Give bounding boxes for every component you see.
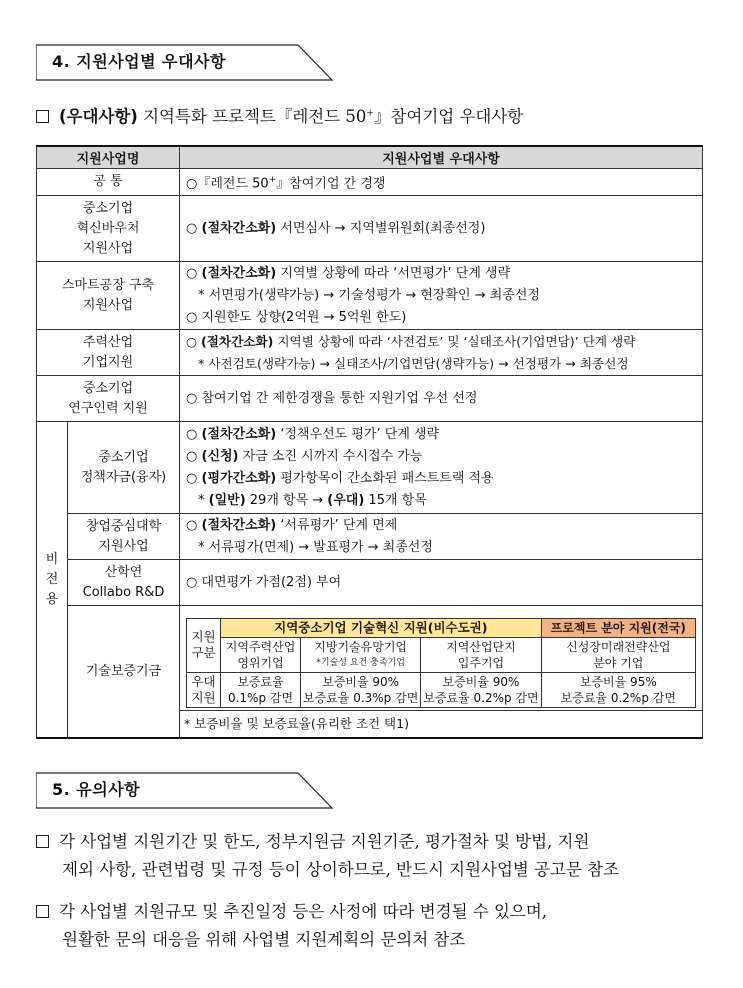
- benefit-cell: 보증비율 95% 보증료율 0.2%p 감면: [541, 672, 695, 707]
- section-5-header: [36, 772, 336, 808]
- table-row: [37, 196, 703, 262]
- guarantee-inner-table: [186, 618, 696, 708]
- table-row-common: [37, 169, 703, 196]
- side-label-exclusive: 비 전 용: [37, 422, 68, 738]
- guarantee-detail: [180, 606, 703, 738]
- note-paragraph-2: 각 사업별 지원규모 및 추진일정 등은 사정에 따라 변경될 수 있으며, 원활한 문의 대응을 위해 사업별 지원계획의 문의처 참조: [36, 898, 716, 954]
- benefit-cell: 보증료율 0.1%p 감면: [221, 672, 301, 707]
- preference-text: ○ (절차간소화) 지역별 상황에 따라 ‘사전검토’ 및 ‘실태조사(기업면담)’ 단계 생략 * 사전검토(생략가능) → 실태조사/기업면담(생략가능) → 선정평가 → 최종선정: [180, 330, 703, 376]
- table-row: [37, 606, 703, 738]
- preference-text: ○ (절차간소화) 지역별 상황에 따라 ‘서면평가’ 단계 생략 * 서면평가(생략가능) → 기술성평가 → 현장확인 → 최종선정 ○ 지원한도 상향(2억원 → 5억원 한도): [180, 262, 703, 330]
- regional-support-header: 지역중소기업 기술혁신 지원(비수도권): [221, 618, 542, 637]
- header-preference: 지원사업별 우대사항: [180, 146, 703, 169]
- preference-text: ○ (절차간소화) 서면심사 → 지역별위원회(최종선정): [180, 196, 703, 262]
- category-cell: 지역주력산업 영위기업: [221, 637, 301, 672]
- category-cell: 신성장미래전략산업 분야 기업: [541, 637, 695, 672]
- heading-pre: 지역특화 프로젝트『레전드 50: [137, 107, 367, 126]
- preference-table: [36, 145, 703, 739]
- category-cell: 지역산업단지 입주기업: [421, 637, 541, 672]
- row-label-benefit: 우대 지원: [187, 672, 221, 707]
- program-name: 중소기업 연구인력 지원: [37, 376, 180, 422]
- table-row: [37, 262, 703, 330]
- heading-sup: +: [366, 108, 374, 119]
- preference-text: ○『레전드 50+』참여기업 간 경쟁: [180, 169, 703, 196]
- table-row: [37, 330, 703, 376]
- table-row: [37, 376, 703, 422]
- checkbox-square-icon: [36, 110, 49, 123]
- checkbox-square-icon: [36, 835, 49, 848]
- benefit-cell: 보증비율 90% 보증료율 0.3%p 감면: [301, 672, 421, 707]
- program-name: 스마트공장 구축 지원사업: [37, 262, 180, 330]
- header-program: 지원사업명: [37, 146, 180, 169]
- program-name: 주력산업 기업지원: [37, 330, 180, 376]
- program-name: 공 통: [37, 169, 180, 196]
- preference-text: ○ (절차간소화) ‘서류평가’ 단계 면제 * 서류평가(면제) → 발표평가 → 최종선정: [180, 514, 703, 560]
- section-5-title: 5. 유의사항: [52, 780, 141, 799]
- program-name: 중소기업 정책자금(융자): [68, 422, 180, 514]
- table-row: [37, 514, 703, 560]
- note-paragraph-1: 각 사업별 지원기간 및 한도, 정부지원금 지원기준, 평가절차 및 방법, 지원 제외 사항, 관련법령 및 규정 등이 상이하므로, 반드시 지원사업별 공고문 참조: [36, 828, 716, 884]
- row-label-type: 지원 구분: [187, 618, 221, 672]
- table-header-row: [37, 146, 703, 169]
- preference-heading: [36, 103, 523, 127]
- preference-text: ○ 참여기업 간 제한경쟁을 통한 지원기업 우선 선정: [180, 376, 703, 422]
- guarantee-note: * 보증비율 및 보증료율(유리한 조건 택1): [180, 710, 702, 737]
- program-name: 중소기업 혁신바우처 지원사업: [37, 196, 180, 262]
- program-name: 창업중심대학 지원사업: [68, 514, 180, 560]
- table-row: [37, 560, 703, 606]
- checkbox-square-icon: [36, 905, 49, 918]
- preference-text: ○ (절차간소화) ‘정책우선도 평가’ 단계 생략 ○ (신청) 자금 소진 시까지 수시접수 가능 ○ (평가간소화) 평가항목이 간소화된 패스트트랙 적용 * (일반) 29개 항목 → (우대) 15개 항목: [180, 422, 703, 514]
- section-4-title: 4. 지원사업별 우대사항: [52, 52, 226, 71]
- heading-bold: (우대사항): [59, 107, 138, 126]
- category-cell: 지방기술유망기업 *기술성 요건 충족기업: [301, 637, 421, 672]
- program-name: 산학연 Collabo R&D: [68, 560, 180, 606]
- project-support-header: 프로젝트 분야 지원(전국): [541, 618, 695, 637]
- section-4-header: [36, 44, 336, 80]
- table-row: [37, 422, 703, 514]
- program-name: 기술보증기금: [68, 606, 180, 738]
- preference-text: ○ 대면평가 가점(2점) 부여: [180, 560, 703, 606]
- heading-post: 』참여기업 우대사항: [373, 107, 524, 126]
- benefit-cell: 보증비율 90% 보증료율 0.2%p 감면: [421, 672, 541, 707]
